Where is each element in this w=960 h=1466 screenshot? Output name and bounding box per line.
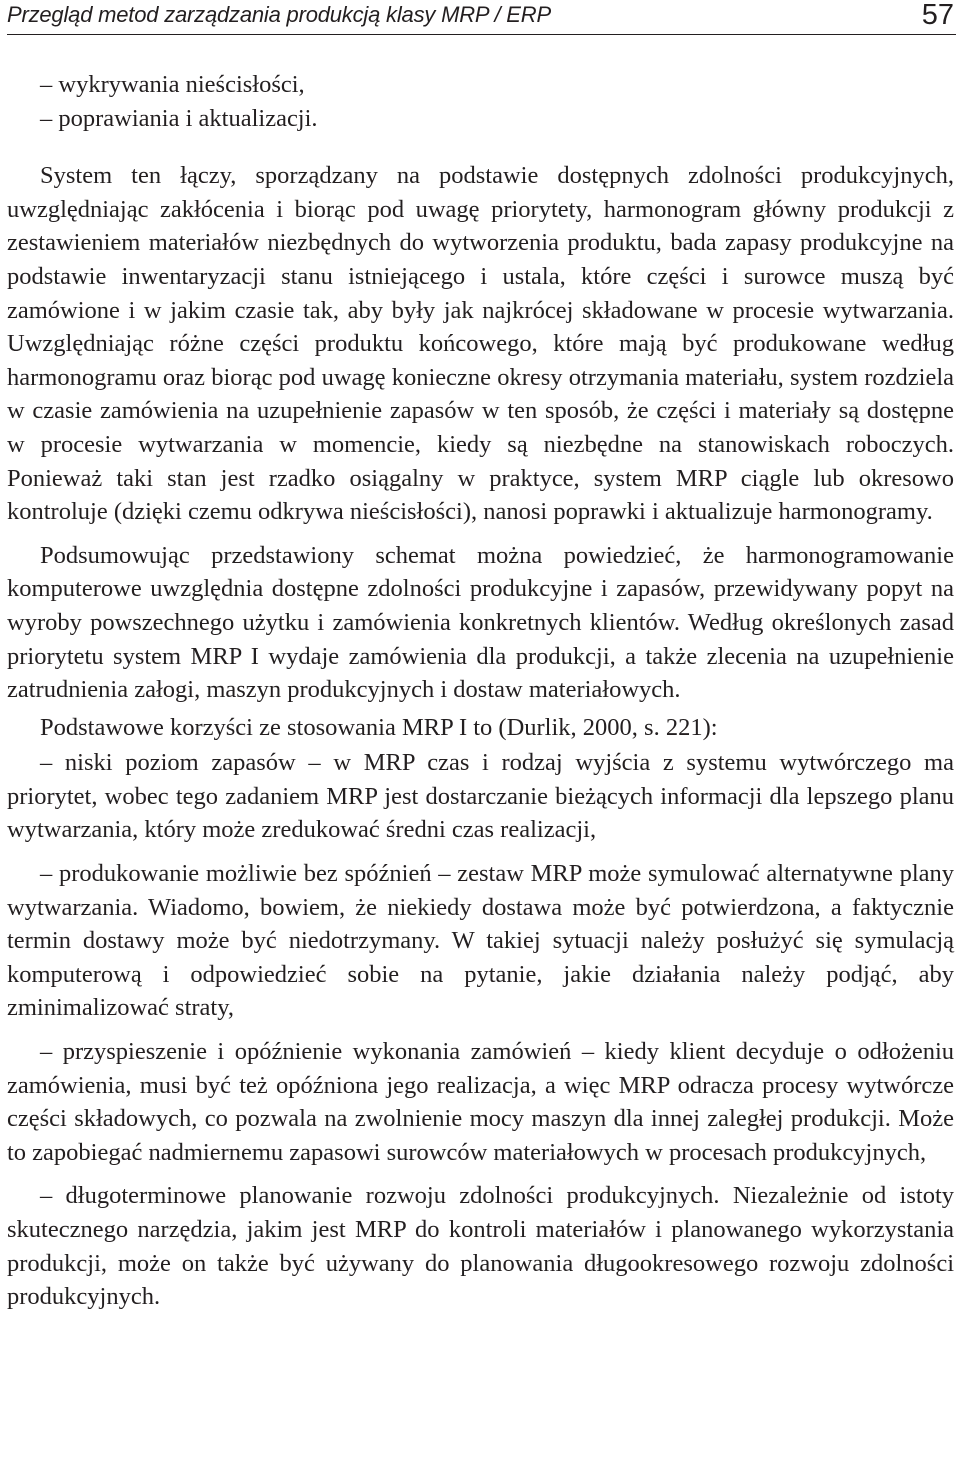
paragraph-benefits-intro: Podstawowe korzyści ze stosowania MRP I to (Durlik, 2000, s. 221): — [40, 713, 718, 741]
running-title: Przegląd metod zarządzania produkcją klasy MRP / ERP — [7, 2, 551, 27]
list-item: – wykrywania nieścisłości, — [40, 71, 305, 98]
benefit-item-order-rescheduling: – przyspieszenie i opóźnienie wykonania zamówień – kiedy klient decyduje o odłożeniu zamówienia, musi być też opóźniona jego realizacja, a więc MRP odracza procesy wytwórcze części składowych, co pozwala na zwolnienie mocy maszyn dla innej zaległej produkcji. Może to zapobiegać nadmiernemu zapasowi surowców materiałowych w procesach produkcyjnych, — [7, 1038, 954, 1166]
benefit-item-no-delays: – produkowanie możliwie bez spóźnień – zestaw MRP może symulować alternatywne plany wytwarzania. Wiadomo, bowiem, że niekiedy dostawa może być potwierdzona, a faktycznie termin dostawy może być niedotrzymany. W takiej sytuacji należy posłużyć się symulacją komputerową i odpowiedzieć sobie na pytanie, jakie działania należy podjąć, aby zminimalizować straty, — [7, 860, 954, 1022]
benefit-item-capacity-planning: – długoterminowe planowanie rozwoju zdolności produkcyjnych. Niezależnie od istoty skutecznego narzędzia, jakim jest MRP do kontroli materiałów i planowanego wykorzystania produkcji, może on także być używany do planowania długookresowego rozwoju zdolności produkcyjnych. — [7, 1182, 954, 1311]
list-item: – poprawiania i aktualizacji. — [40, 104, 318, 132]
body-text — [7, 68, 954, 1314]
page-header — [7, 0, 956, 35]
paragraph-summary: Podsumowując przedstawiony schemat można powiedzieć, że harmonogramowanie komputerowe uwzględnia dostępne zdolności produkcyjne i zapasów, przewidywany popyt na wyroby powszechnego użytku i zamówienia konkretnych klientów. Według określonych zasad priorytetu system MRP I wydaje zamówienia dla produkcji, a także zlecenia na uzupełnienie zatrudnienia załogi, maszyn produkcyjnych i dostaw materiałowych. — [7, 541, 954, 704]
page-number: 57 — [921, 0, 954, 31]
paragraph-system-description: System ten łączy, sporządzany na podstawie dostępnych zdolności produkcyjnych, uwzględniając zakłócenia i biorąc pod uwagę priorytety, harmonogram główny produkcji z zestawieniem materiałów niezbędnych do wytworzenia produktu, bada zapasy produkcyjne na podstawie inwentaryzacji stanu istniejącego i ustala, które części i surowce muszą być zamówione i w jakim czasie tak, aby były jak najkrócej składowane w procesie wytwarzania. Uwzględniając różne części produktu końcowego, które mają być produkowane według harmonogramu oraz biorąc pod uwagę konieczne okresy otrzymania materiału, system rozdziela w czasie zamówienia na uzupełnienie zapasów w ten sposób, że części i materiały są dostępne w procesie wytwarzania w momencie, kiedy są niezbędne na stanowiskach roboczych. Ponieważ taki stan jest rzadko osiągalny w praktyce, system MRP ciągle lub okresowo kontroluje (dzięki czemu odkrywa nieścisłości), nanosi poprawki i aktualizuje harmonogramy. — [7, 162, 954, 526]
intro-list — [7, 68, 954, 135]
benefit-item-low-inventory: – niski poziom zapasów – w MRP czas i rodzaj wyjścia z systemu wytwórczego ma priorytet, wobec tego zadaniem MRP jest dostarczanie bieżących informacji dla lepszego planu wytwarzania, który może zredukować średni czas realizacji, — [7, 749, 954, 844]
